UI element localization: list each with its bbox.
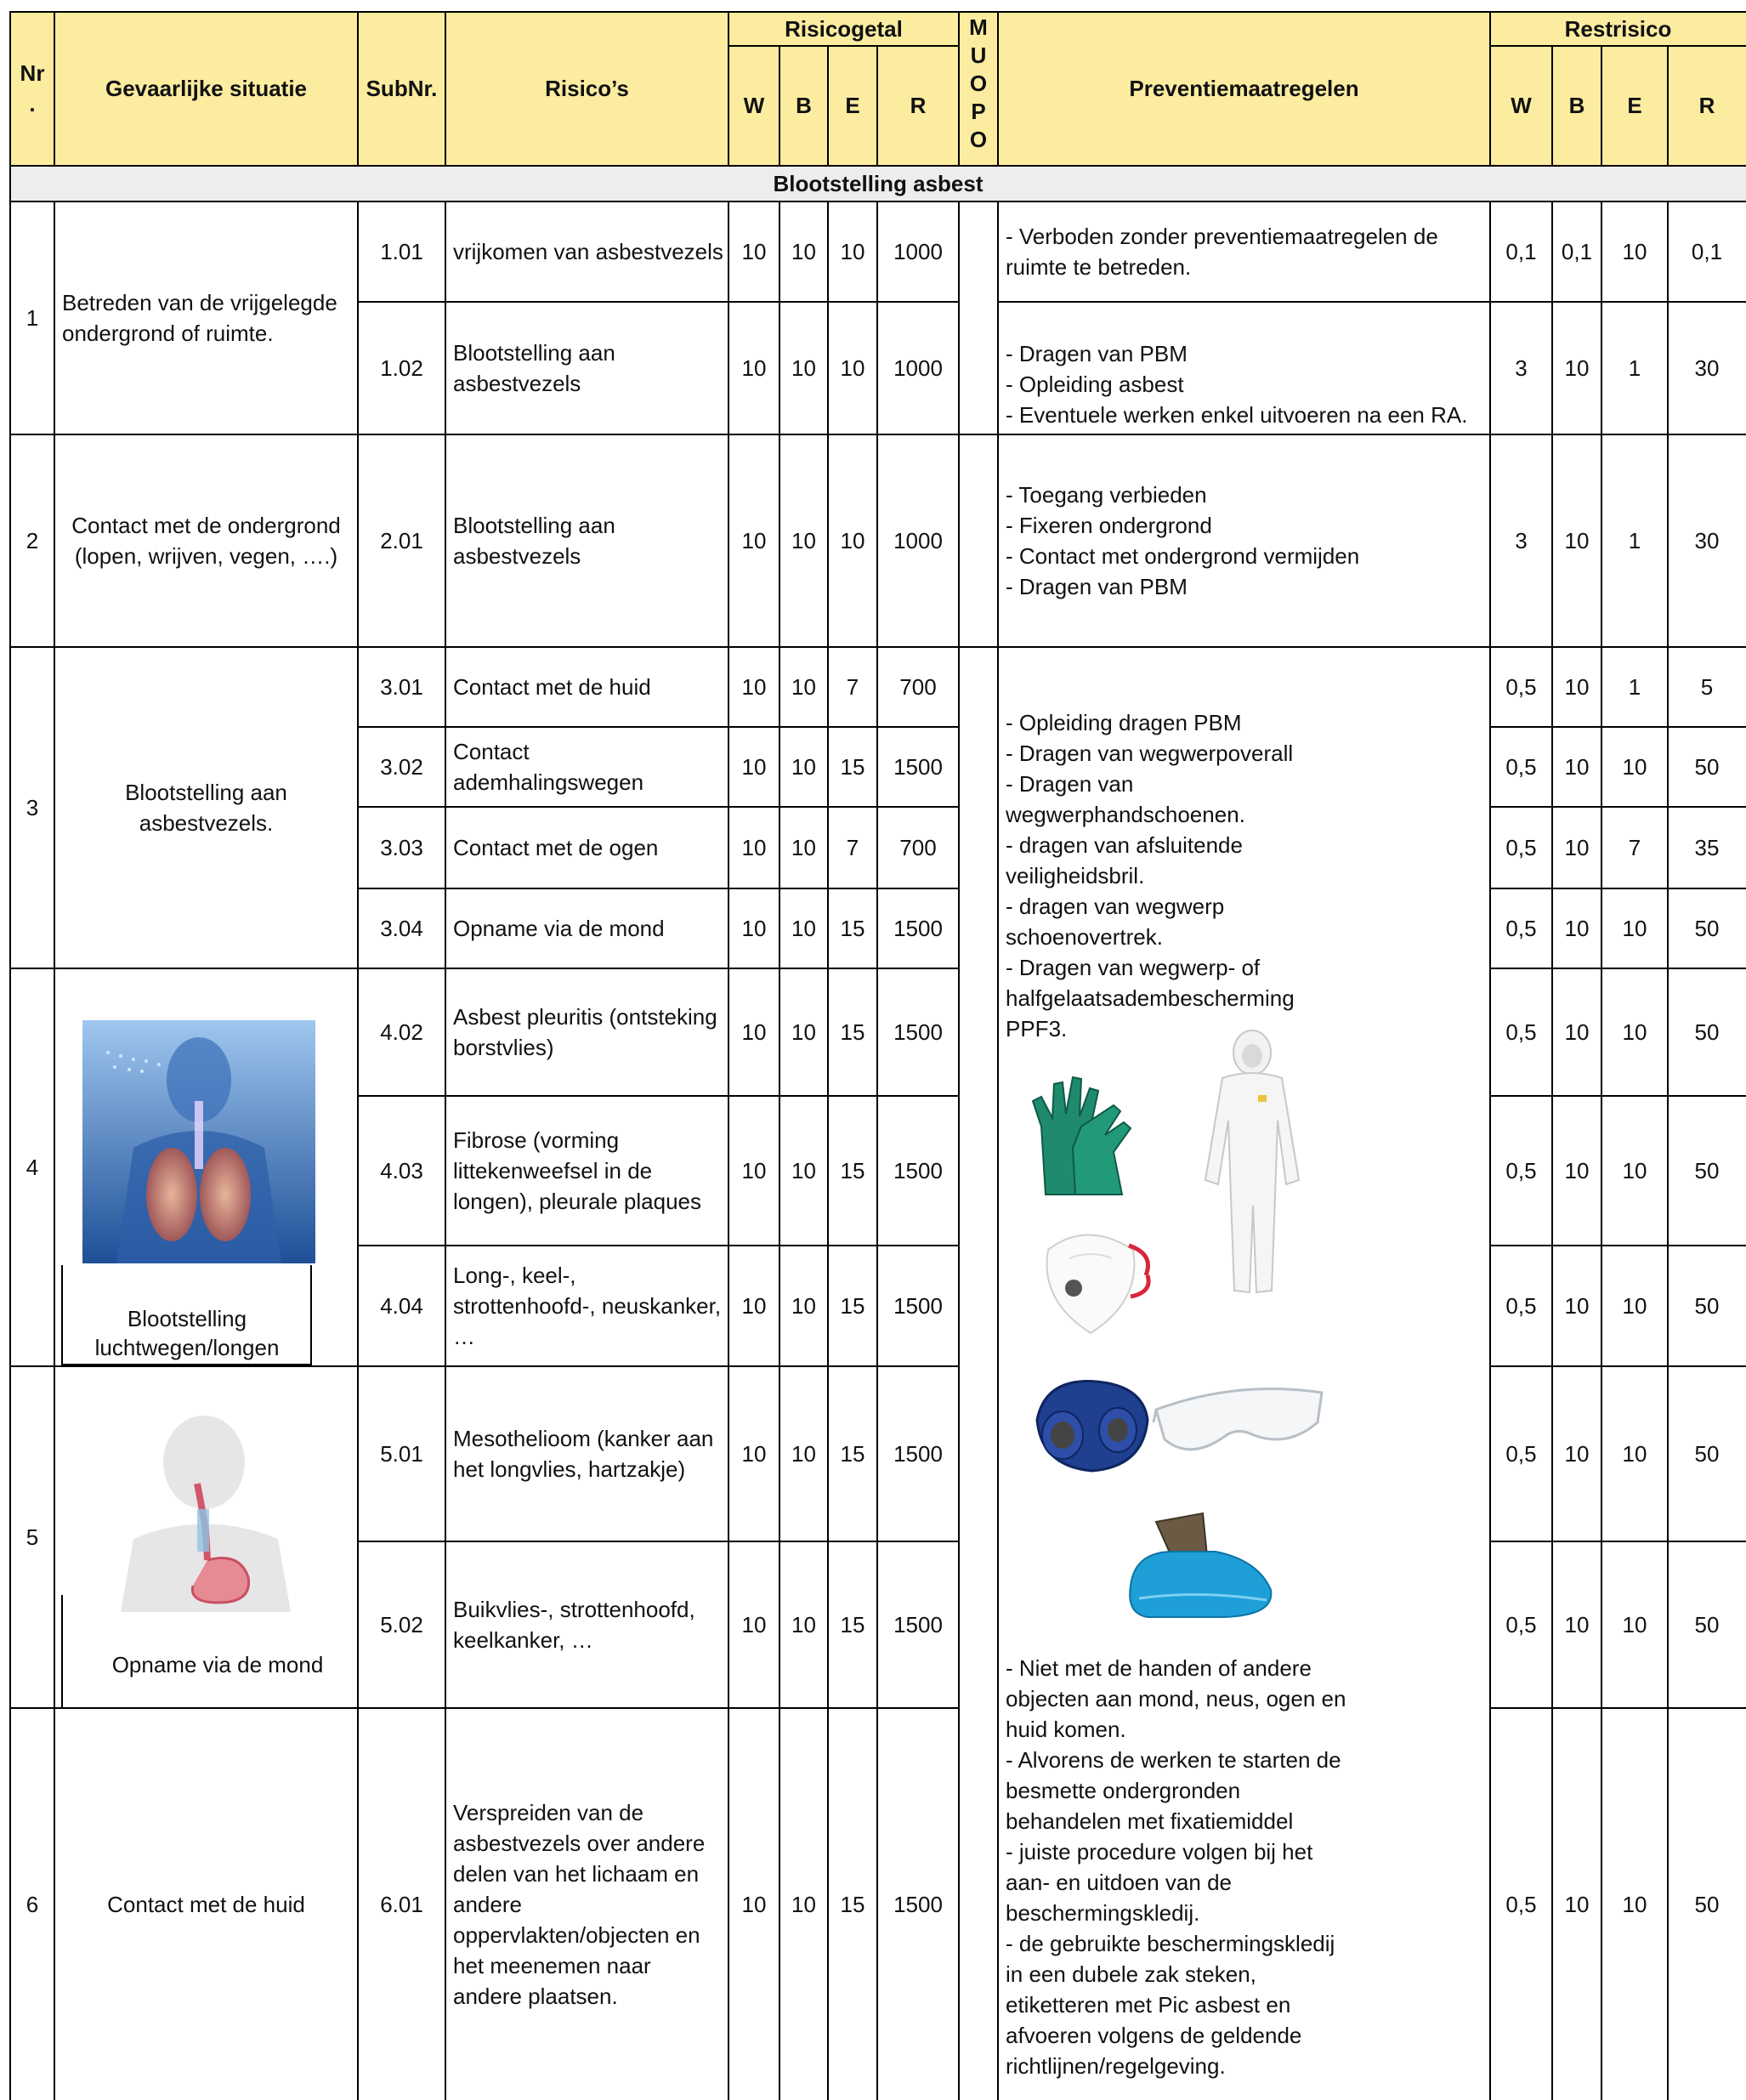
header-res-w: W: [1490, 46, 1552, 165]
row-subnr: 3.02: [380, 754, 423, 780]
row-b: 10: [791, 528, 816, 553]
header-b: B: [779, 46, 828, 165]
row-res-r: 50: [1694, 1019, 1720, 1045]
row-w: 10: [741, 528, 767, 553]
prevention-text-content: - Toegang verbieden - Fixeren ondergrond - Contact met ondergrond vermijden - Dragen van PBM: [1006, 482, 1360, 599]
row-subnr: 2.01: [380, 528, 423, 553]
header-risk-number: Risicogetal: [728, 12, 959, 46]
row-e: 10: [840, 239, 865, 264]
header-risks: Risico’s: [445, 12, 728, 165]
table-border: [10, 968, 959, 969]
table-border: [445, 201, 446, 2100]
table-border: [357, 201, 359, 2100]
table-border: [358, 301, 959, 303]
row-res-r: 30: [1694, 528, 1720, 553]
table-border: [1489, 11, 1491, 165]
row-e: 10: [840, 528, 865, 553]
row-b: 10: [791, 239, 816, 264]
row-e: 10: [840, 355, 865, 381]
row-res-r: 50: [1694, 754, 1720, 780]
row-risk: Contact met de huid: [453, 674, 651, 700]
row-risk: Blootstelling aan asbestvezels: [453, 340, 615, 396]
table-border: [1490, 1707, 1746, 1709]
table-border: [1667, 45, 1669, 165]
row-res-r: 5: [1700, 674, 1714, 700]
row-res-w: 0,1: [1505, 239, 1537, 264]
row-b: 10: [791, 674, 816, 700]
table-border: [998, 301, 1746, 303]
header-prevention: Preventiemaatregelen: [998, 12, 1490, 165]
row-e: 7: [846, 835, 859, 860]
row-res-b: 10: [1564, 1612, 1590, 1637]
header-res-e: E: [1601, 46, 1668, 165]
table-border: [445, 11, 446, 165]
row-w: 10: [741, 674, 767, 700]
row-b: 10: [791, 355, 816, 381]
row-e: 15: [840, 1612, 865, 1637]
row-res-e: 1: [1628, 528, 1641, 553]
header-residual: Restrisico: [1490, 12, 1746, 46]
shoe-cover-icon: [1122, 1505, 1279, 1624]
row-risk: Verspreiden van de asbestvezels over andere delen van het lichaam en andere oppervlakten/objecten en het meenemen naar andere plaatsen.: [453, 1800, 706, 2009]
row-w: 10: [741, 239, 767, 264]
situation-text: Betreden van de vrijgelegde ondergrond of ruimte.: [62, 290, 337, 346]
row-risk: Opname via de mond: [453, 916, 665, 941]
digestive-illustration: [112, 1411, 299, 1612]
row-subnr: 5.01: [380, 1441, 423, 1467]
header-nr: Nr .: [10, 12, 54, 165]
header-r: R: [877, 46, 959, 165]
header-res-b: B: [1552, 46, 1601, 165]
header-e: E: [828, 46, 877, 165]
section-title: Blootstelling asbest: [10, 167, 1746, 201]
table-border: [358, 1245, 959, 1246]
row-res-r: 50: [1694, 1441, 1720, 1467]
table-border: [997, 11, 999, 165]
row-res-b: 10: [1564, 674, 1590, 700]
row-res-e: 10: [1622, 1019, 1647, 1045]
row-res-w: 0,5: [1505, 1019, 1537, 1045]
row-res-r: 50: [1694, 1612, 1720, 1637]
table-border: [1490, 1095, 1746, 1097]
row-r: 700: [899, 835, 937, 860]
table-border: [1490, 888, 1746, 889]
table-border: [876, 201, 878, 2100]
row-e: 15: [840, 1441, 865, 1467]
row-b: 10: [791, 1892, 816, 1917]
row-res-e: 10: [1622, 1293, 1647, 1319]
table-border: [10, 11, 1746, 13]
row-e: 7: [846, 674, 859, 700]
half-mask-respirator-icon: [1029, 1369, 1152, 1479]
table-border: [10, 201, 1746, 202]
table-border: [728, 45, 959, 47]
prevention-text-content: - Verboden zonder preventiemaatregelen de ruimte te betreden.: [1006, 224, 1438, 280]
group-nr: 4: [26, 1155, 39, 1180]
prevention-text-content: - Niet met de handen of andere objecten aan mond, neus, ogen en huid komen. - Alvorens de werken te starten de besmette ondergronden behandelen met fixatiemiddel - juiste procedure volgen bij het aan- en uitdoen van de beschermingskledij. - de gebruikte beschermingskledij in een dubele zak steken, etiketteren met Pic asbest en afvoeren volgens de geldende richtlijnen/regelgeving.: [1006, 1655, 1346, 2079]
situation-text: Blootstelling luchtwegen/longen: [94, 1306, 280, 1360]
row-res-b: 0,1: [1561, 239, 1593, 264]
row-res-w: 0,5: [1505, 1892, 1537, 1917]
row-w: 10: [741, 1019, 767, 1045]
row-risk: vrijkomen van asbestvezels: [453, 239, 723, 264]
group-nr: 1: [26, 305, 39, 331]
row-risk: Mesothelioom (kanker aan het longvlies, hartzakje): [453, 1426, 714, 1482]
row-risk: Blootstelling aan asbestvezels: [453, 513, 615, 569]
row-res-b: 10: [1564, 754, 1590, 780]
row-subnr: 4.03: [380, 1158, 423, 1183]
row-r: 1000: [893, 355, 943, 381]
row-res-b: 10: [1564, 1158, 1590, 1183]
row-res-e: 10: [1622, 1612, 1647, 1637]
table-border: [1490, 806, 1746, 808]
table-border: [1667, 201, 1669, 2100]
row-r: 1500: [893, 754, 943, 780]
table-border: [1490, 1541, 1746, 1542]
row-res-w: 3: [1515, 528, 1528, 553]
row-res-w: 0,5: [1505, 916, 1537, 941]
row-e: 15: [840, 1892, 865, 1917]
row-res-b: 10: [1564, 916, 1590, 941]
row-res-b: 10: [1564, 835, 1590, 860]
row-w: 10: [741, 1293, 767, 1319]
row-res-w: 0,5: [1505, 674, 1537, 700]
row-r: 1000: [893, 528, 943, 553]
row-r: 1500: [893, 1293, 943, 1319]
table-border: [1551, 201, 1553, 2100]
situation-text: Blootstelling aan asbestvezels.: [125, 780, 287, 836]
row-subnr: 3.03: [380, 835, 423, 860]
table-border: [358, 726, 959, 728]
table-border: [10, 434, 1491, 435]
table-border: [997, 201, 999, 2100]
prevention-text-content: - Opleiding dragen PBM - Dragen van wegwerpoverall - Dragen van wegwerphandschoenen. - dragen van afsluitende veiligheidsbril. - dragen van wegwerp schoenovertrek. - Dragen van wegwerp- of halfgelaatsadembescherming PPF3.: [1006, 710, 1295, 1041]
group-nr: 3: [26, 795, 39, 820]
row-b: 10: [791, 1019, 816, 1045]
row-r: 1000: [893, 239, 943, 264]
table-border: [10, 1365, 959, 1367]
lungs-illustration: [82, 1020, 315, 1263]
table-border: [1490, 968, 1746, 969]
group-nr: 6: [26, 1892, 39, 1917]
row-res-b: 10: [1564, 1441, 1590, 1467]
row-res-r: 50: [1694, 1892, 1720, 1917]
table-border: [10, 165, 1746, 167]
row-w: 10: [741, 1158, 767, 1183]
row-w: 10: [741, 355, 767, 381]
row-res-e: 1: [1628, 674, 1641, 700]
row-res-w: 0,5: [1505, 1441, 1537, 1467]
row-b: 10: [791, 1612, 816, 1637]
row-risk: Fibrose (vorming littekenweefsel in de longen), pleurale plaques: [453, 1127, 701, 1214]
row-res-b: 10: [1564, 1892, 1590, 1917]
table-border: [779, 45, 780, 165]
table-border: [1490, 45, 1746, 47]
row-w: 10: [741, 1892, 767, 1917]
row-res-r: 30: [1694, 355, 1720, 381]
table-border: [9, 11, 11, 2100]
table-border: [61, 1265, 63, 1365]
row-res-w: 0,5: [1505, 1612, 1537, 1637]
row-res-e: 10: [1622, 1441, 1647, 1467]
row-r: 1500: [893, 1612, 943, 1637]
header-subnr: SubNr.: [358, 12, 445, 165]
header-muopo: M U O P O: [959, 12, 998, 165]
table-border: [61, 1364, 312, 1365]
prevention-text: [998, 202, 1490, 301]
row-risk: Contact met de ogen: [453, 835, 659, 860]
row-b: 10: [791, 1158, 816, 1183]
row-w: 10: [741, 916, 767, 941]
coverall-icon: [1197, 1027, 1307, 1299]
table-border: [358, 806, 959, 808]
row-res-e: 1: [1628, 355, 1641, 381]
situation-text: Contact met de ondergrond (lopen, wrijven, vegen, ….): [71, 513, 341, 569]
table-border: [827, 201, 829, 2100]
table-border: [54, 201, 55, 2100]
header-res-r: R: [1668, 46, 1746, 165]
row-e: 15: [840, 916, 865, 941]
row-res-w: 0,5: [1505, 835, 1537, 860]
table-border: [1490, 1245, 1746, 1246]
row-res-b: 10: [1564, 355, 1590, 381]
row-res-e: 10: [1622, 1158, 1647, 1183]
row-subnr: 1.01: [380, 239, 423, 264]
table-border: [54, 11, 55, 165]
row-r: 1500: [893, 1158, 943, 1183]
table-border: [1489, 201, 1491, 2100]
table-border: [779, 201, 780, 2100]
row-w: 10: [741, 1612, 767, 1637]
table-border: [358, 888, 959, 889]
situation-text: Contact met de huid: [107, 1892, 305, 1917]
row-res-b: 10: [1564, 1293, 1590, 1319]
prevention-text-content: - Dragen van PBM - Opleiding asbest - Eventuele werken enkel uitvoeren na een RA.: [1006, 341, 1468, 428]
table-border: [10, 646, 1746, 648]
situation-text: Opname via de mond: [111, 1652, 324, 1677]
row-subnr: 6.01: [380, 1892, 423, 1917]
row-res-r: 0,1: [1691, 239, 1723, 264]
row-res-r: 35: [1694, 835, 1720, 860]
table-border: [728, 201, 729, 2100]
table-border: [1601, 45, 1602, 165]
row-risk: Asbest pleuritis (ontsteking borstvlies): [453, 1004, 717, 1060]
prevention-text: [998, 303, 1490, 434]
row-res-e: 7: [1628, 835, 1641, 860]
row-subnr: 4.04: [380, 1293, 423, 1319]
row-w: 10: [741, 754, 767, 780]
row-b: 10: [791, 754, 816, 780]
header-situation: Gevaarlijke situatie: [54, 12, 358, 165]
table-border: [358, 1541, 959, 1542]
prevention-text: [998, 435, 1490, 646]
table-border: [1601, 201, 1602, 2100]
row-res-b: 10: [1564, 528, 1590, 553]
row-r: 1500: [893, 916, 943, 941]
row-r: 1500: [893, 1019, 943, 1045]
row-res-w: 0,5: [1505, 1158, 1537, 1183]
row-risk: Buikvlies-, strottenhoofd, keelkanker, …: [453, 1597, 695, 1653]
row-res-e: 10: [1622, 754, 1647, 780]
table-border: [1490, 726, 1746, 728]
row-r: 1500: [893, 1441, 943, 1467]
row-res-b: 10: [1564, 1019, 1590, 1045]
row-subnr: 4.02: [380, 1019, 423, 1045]
row-res-w: 3: [1515, 355, 1528, 381]
row-res-e: 10: [1622, 239, 1647, 264]
table-border: [728, 11, 729, 165]
group-nr: 5: [26, 1524, 39, 1550]
table-border: [1490, 1365, 1746, 1367]
row-res-r: 50: [1694, 1293, 1720, 1319]
gloves-icon: [1029, 1067, 1139, 1199]
group-nr: 2: [26, 528, 39, 553]
row-b: 10: [791, 1293, 816, 1319]
row-subnr: 3.01: [380, 674, 423, 700]
row-subnr: 3.04: [380, 916, 423, 941]
row-risk: Contact ademhalingswegen: [453, 739, 644, 795]
table-border: [827, 45, 829, 165]
table-border: [61, 1595, 63, 1707]
row-res-w: 0,5: [1505, 754, 1537, 780]
table-border: [876, 45, 878, 165]
header-w: W: [728, 46, 779, 165]
row-e: 15: [840, 754, 865, 780]
row-r: 1500: [893, 1892, 943, 1917]
table-border: [1551, 45, 1553, 165]
row-res-e: 10: [1622, 1892, 1647, 1917]
row-res-r: 50: [1694, 916, 1720, 941]
dust-mask-icon: [1035, 1224, 1154, 1339]
row-risk: Long-, keel-, strottenhoofd-, neuskanker, …: [453, 1263, 722, 1349]
row-w: 10: [741, 835, 767, 860]
table-border: [357, 11, 359, 165]
row-e: 15: [840, 1293, 865, 1319]
row-r: 700: [899, 674, 937, 700]
table-border: [358, 1095, 959, 1097]
prevention-text: [1006, 1653, 1482, 2081]
safety-glasses-icon: [1152, 1376, 1326, 1469]
table-border: [310, 1265, 312, 1365]
row-w: 10: [741, 1441, 767, 1467]
row-res-r: 50: [1694, 1158, 1720, 1183]
row-res-w: 0,5: [1505, 1293, 1537, 1319]
row-res-e: 10: [1622, 916, 1647, 941]
row-b: 10: [791, 835, 816, 860]
row-b: 10: [791, 916, 816, 941]
prevention-text: [1006, 707, 1482, 1044]
row-b: 10: [791, 1441, 816, 1467]
row-subnr: 1.02: [380, 355, 423, 381]
row-subnr: 5.02: [380, 1612, 423, 1637]
row-e: 15: [840, 1019, 865, 1045]
table-border: [10, 1707, 959, 1709]
table-border: [958, 201, 960, 2100]
table-border: [1490, 434, 1746, 435]
table-border: [958, 11, 960, 165]
row-e: 15: [840, 1158, 865, 1183]
